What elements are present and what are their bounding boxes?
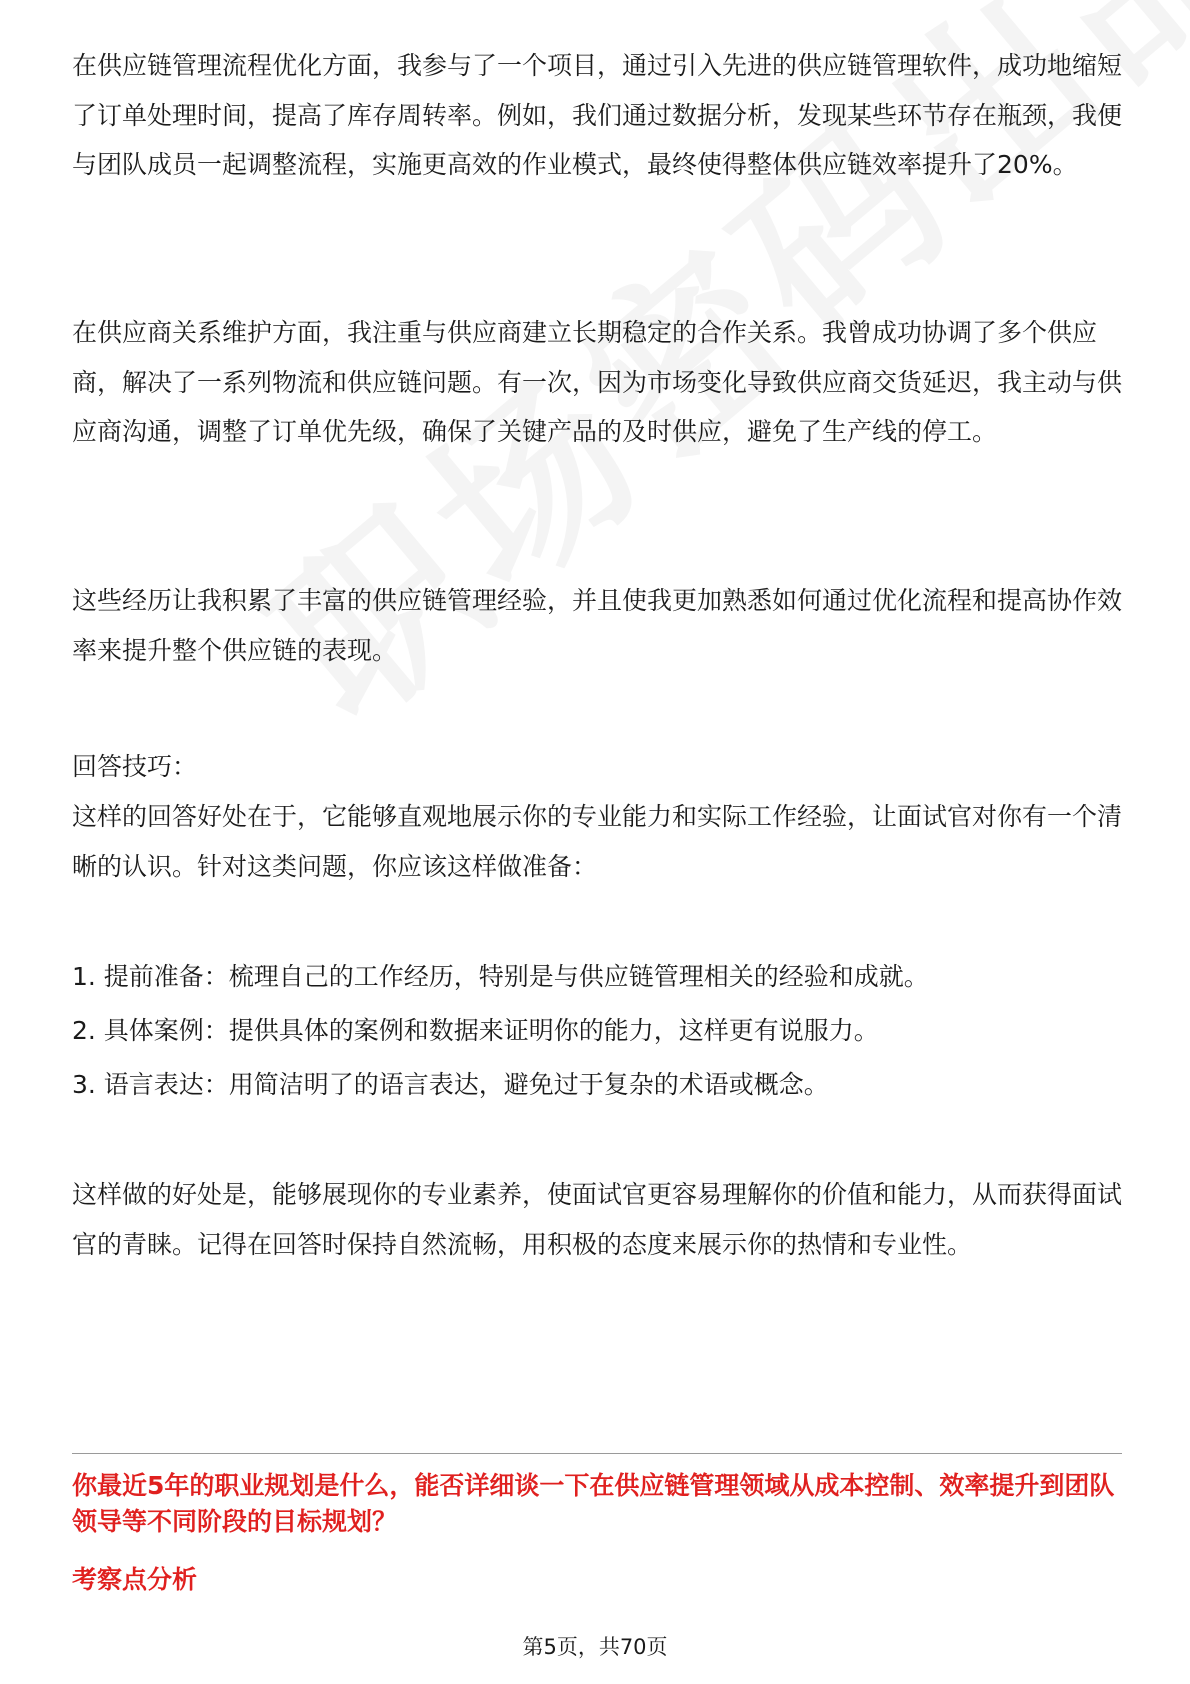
paragraph-supplier-relations: 在供应商关系维护方面，我注重与供应商建立长期稳定的合作关系。我曾成功协调了多个供应商，解决了一系列物流和供应链问题。有一次，因为市场变化导致供应商交货延迟，我主动与供应商沟通，调整了订单优先级，确保了关键产品的及时供应，避免了生产线的停工。 [72,318,1123,446]
list-item: 2. 具体案例：提供具体的案例和数据来证明你的能力，这样更有说服力。 [72,1016,879,1045]
paragraph-tips-intro: 这样的回答好处在于，它能够直观地展示你的专业能力和实际工作经验，让面试官对你有一个清晰的认识。针对这类问题，你应该这样做准备： [72,802,1123,881]
paragraph-benefits: 这样做的好处是，能够展现你的专业素养，使面试官更容易理解你的价值和能力，从而获得面试官的青睐。记得在回答时保持自然流畅，用积极的态度来展示你的热情和专业性。 [72,1180,1123,1259]
interview-question: 你最近5年的职业规划是什么，能否详细谈一下在供应链管理领域从成本控制、效率提升到团队领导等不同阶段的目标规划？ [72,1471,1115,1536]
paragraph-experience-summary: 这些经历让我积累了丰富的供应链管理经验，并且使我更加熟悉如何通过优化流程和提高协作效率来提升整个供应链的表现。 [72,586,1123,665]
paragraph-process-optimization: 在供应链管理流程优化方面，我参与了一个项目，通过引入先进的供应链管理软件，成功地缩短了订单处理时间，提高了库存周转率。例如，我们通过数据分析，发现某些环节存在瓶颈，我便与团队成员一起调整流程，实施更高效的作业模式，最终使得整体供应链效率提升了20%。 [72,51,1123,179]
section-divider [72,1453,1122,1454]
analysis-heading: 考察点分析 [72,1565,198,1594]
page-number: 第5页，共70页 [522,1635,668,1659]
list-item: 1. 提前准备：梳理自己的工作经历，特别是与供应链管理相关的经验和成就。 [72,962,929,991]
list-item: 3. 语言表达：用简洁明了的语言表达，避免过于复杂的术语或概念。 [72,1070,829,1099]
tips-heading: 回答技巧： [72,752,198,781]
